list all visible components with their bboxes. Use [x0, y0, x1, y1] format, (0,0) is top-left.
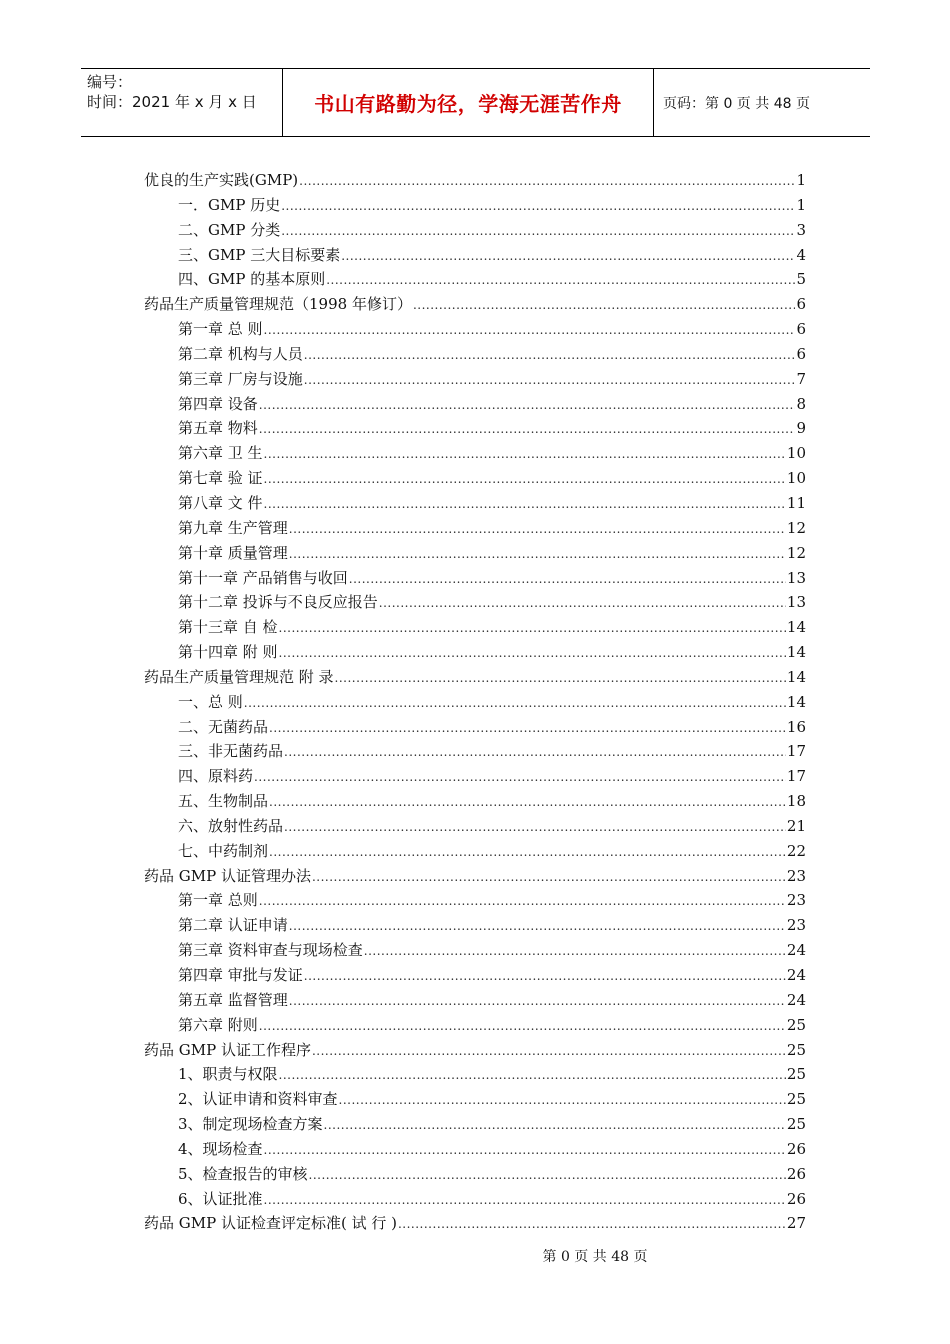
toc-entry-title: 第十四章 附 则	[178, 643, 278, 662]
toc-entry[interactable]	[144, 1187, 806, 1212]
toc-entry-page: 6	[796, 295, 806, 314]
document-date: 时间：2021 年 x 月 x 日	[87, 93, 257, 111]
toc-entry-title: 第九章 生产管理	[178, 518, 288, 537]
toc-entry-title: 四、GMP 的基本原则	[178, 270, 326, 289]
toc-entry[interactable]	[144, 814, 806, 839]
toc-dot-leader	[398, 1212, 786, 1236]
toc-entry[interactable]	[144, 342, 806, 367]
toc-entry-title: 四、原料药	[178, 767, 254, 786]
toc-entry[interactable]	[144, 640, 806, 665]
toc-entry-page: 25	[786, 1090, 806, 1109]
toc-entry-title: 一．GMP 历史	[178, 195, 281, 214]
toc-dot-leader	[289, 517, 786, 541]
toc-dot-leader	[264, 318, 796, 342]
toc-entry[interactable]	[144, 541, 806, 566]
toc-entry[interactable]	[144, 367, 806, 392]
toc-dot-leader	[259, 417, 796, 441]
toc-entry-page: 17	[786, 767, 806, 786]
toc-dot-leader	[341, 244, 795, 268]
toc-dot-leader	[279, 616, 786, 640]
toc-entry-title: 一、总 则	[178, 692, 243, 711]
toc-entry[interactable]	[144, 590, 806, 615]
toc-entry-title: 优良的生产实践(GMP)	[144, 171, 299, 189]
toc-dot-leader	[264, 1188, 786, 1212]
toc-entry-page: 14	[786, 692, 806, 711]
toc-entry-page: 21	[786, 816, 806, 835]
toc-dot-leader	[264, 492, 786, 516]
toc-dot-leader	[254, 765, 786, 789]
toc-dot-leader	[264, 442, 786, 466]
toc-dot-leader	[289, 914, 786, 938]
header-page-info-cell	[654, 69, 870, 136]
toc-dot-leader	[312, 865, 786, 889]
document-number-label: 编号：	[87, 73, 133, 91]
toc-entry-title: 第十二章 投诉与不良反应报告	[178, 593, 378, 612]
toc-entry-page: 5	[796, 270, 806, 289]
toc-dot-leader	[269, 716, 786, 740]
toc-entry-title: 第四章 设备	[178, 394, 258, 413]
toc-dot-leader	[289, 542, 786, 566]
toc-entry-title: 第四章 审批与发证	[178, 966, 303, 984]
toc-dot-leader	[264, 467, 786, 491]
toc-entry-page: 12	[786, 543, 806, 562]
toc-dot-leader	[284, 815, 786, 839]
toc-entry-title: 药品 GMP 认证检查评定标准( 试 行 )	[144, 1214, 397, 1233]
toc-entry-page: 25	[786, 1065, 806, 1084]
toc-entry[interactable]	[144, 665, 806, 690]
toc-dot-leader	[309, 1163, 786, 1187]
toc-dot-leader	[244, 691, 786, 715]
toc-entry-title: 第十一章 产品销售与收回	[178, 568, 348, 587]
toc-entry-title: 第二章 认证申请	[178, 916, 288, 935]
toc-entry[interactable]	[144, 392, 806, 417]
toc-entry-page: 26	[786, 1139, 806, 1158]
toc-entry-page: 9	[796, 419, 806, 438]
toc-entry-page: 1	[796, 171, 806, 189]
toc-entry-page: 17	[786, 742, 806, 761]
toc-entry-page: 3	[796, 220, 806, 239]
toc-entry[interactable]	[144, 218, 806, 243]
toc-entry[interactable]	[144, 491, 806, 516]
toc-entry-page: 13	[786, 568, 806, 587]
toc-entry-title: 第二章 机构与人员	[178, 344, 303, 363]
toc-dot-leader	[364, 939, 786, 963]
toc-entry-page: 23	[786, 891, 806, 910]
toc-entry-title: 第七章 验 证	[178, 469, 263, 488]
toc-entry[interactable]	[144, 243, 806, 268]
page-footer	[0, 1246, 950, 1266]
toc-dot-leader	[269, 790, 786, 814]
toc-dot-leader	[326, 268, 795, 292]
toc-dot-leader	[259, 1014, 786, 1038]
header-meta	[81, 69, 282, 136]
toc-entry[interactable]	[144, 1038, 806, 1063]
toc-entry-title: 第三章 厂房与设施	[178, 369, 303, 388]
toc-entry-page: 26	[786, 1189, 806, 1208]
toc-entry[interactable]	[144, 864, 806, 889]
toc-entry-page: 4	[796, 245, 806, 264]
toc-dot-leader	[281, 219, 795, 243]
toc-entry-page: 25	[786, 1015, 806, 1034]
toc-dot-leader	[279, 1063, 786, 1087]
toc-entry-title: 第一章 总则	[178, 891, 258, 910]
toc-entry-title: 七、中药制剂	[178, 841, 269, 860]
toc-dot-leader	[269, 840, 786, 864]
toc-dot-leader	[339, 1088, 786, 1112]
toc-entry-page: 27	[786, 1214, 806, 1233]
toc-dot-leader	[304, 964, 786, 988]
toc-dot-leader	[279, 641, 786, 665]
toc-entry-title: 1、职责与权限	[178, 1065, 278, 1084]
toc-entry[interactable]	[144, 267, 806, 292]
toc-entry-title: 第八章 文 件	[178, 493, 263, 512]
toc-entry-title: 药品 GMP 认证管理办法	[144, 866, 311, 885]
toc-entry-page: 12	[786, 518, 806, 537]
toc-dot-leader	[284, 740, 786, 764]
toc-entry-title: 第六章 附则	[178, 1015, 258, 1034]
toc-entry-page: 14	[786, 643, 806, 662]
toc-entry[interactable]	[144, 1013, 806, 1038]
toc-entry[interactable]	[144, 938, 806, 963]
toc-entry[interactable]	[144, 1137, 806, 1162]
toc-entry[interactable]	[144, 1211, 806, 1236]
toc-entry[interactable]	[144, 839, 806, 864]
toc-entry[interactable]	[144, 466, 806, 491]
toc-entry-page: 10	[786, 469, 806, 488]
toc-entry-title: 二、无菌药品	[178, 717, 269, 736]
toc-entry-page: 14	[786, 667, 806, 686]
toc-entry-page: 8	[796, 394, 806, 413]
toc-entry-page: 24	[786, 990, 806, 1009]
toc-entry[interactable]	[144, 715, 806, 740]
toc-entry-page: 25	[786, 1040, 806, 1059]
toc-entry-title: 三、非无菌药品	[178, 742, 284, 761]
document-header	[81, 68, 870, 137]
toc-entry[interactable]	[144, 764, 806, 789]
toc-entry[interactable]	[144, 292, 806, 317]
toc-entry-page: 23	[786, 916, 806, 935]
table-of-contents	[144, 168, 806, 1236]
toc-entry[interactable]	[144, 789, 806, 814]
header-page-info: 页码：第 0 页 共 48 页	[663, 95, 810, 112]
toc-dot-leader	[281, 194, 795, 218]
toc-dot-leader	[324, 1113, 786, 1137]
toc-entry-title: 第一章 总 则	[178, 320, 263, 339]
toc-entry[interactable]	[144, 1062, 806, 1087]
toc-entry[interactable]	[144, 441, 806, 466]
toc-entry[interactable]	[144, 913, 806, 938]
toc-entry[interactable]	[144, 690, 806, 715]
toc-entry[interactable]	[144, 416, 806, 441]
toc-entry-title: 药品生产质量管理规范（1998 年修订）	[144, 295, 412, 314]
toc-entry[interactable]	[144, 1112, 806, 1137]
toc-entry-title: 第五章 物料	[178, 419, 258, 438]
toc-entry-page: 11	[786, 493, 806, 512]
toc-entry[interactable]	[144, 566, 806, 591]
toc-entry-title: 第十三章 自 检	[178, 618, 278, 637]
toc-entry[interactable]	[144, 317, 806, 342]
toc-entry[interactable]	[144, 1162, 806, 1187]
toc-dot-leader	[304, 343, 796, 367]
toc-entry-page: 26	[786, 1164, 806, 1183]
header-motto: 书山有路勤为径，学海无涯苦作舟	[314, 92, 622, 116]
toc-entry-page: 7	[796, 369, 806, 388]
toc-entry-title: 六、放射性药品	[178, 816, 284, 835]
toc-dot-leader	[349, 567, 786, 591]
toc-entry-title: 3、制定现场检查方案	[178, 1115, 323, 1134]
toc-entry-page: 6	[796, 344, 806, 363]
toc-entry[interactable]	[144, 963, 806, 988]
toc-entry[interactable]	[144, 615, 806, 640]
toc-entry-title: 药品生产质量管理规范 附 录	[144, 667, 334, 686]
toc-entry-page: 16	[786, 717, 806, 736]
toc-entry-page: 23	[786, 866, 806, 885]
toc-entry-title: 5、检查报告的审核	[178, 1164, 308, 1183]
toc-entry-title: 6、认证批准	[178, 1189, 263, 1208]
toc-dot-leader	[299, 169, 795, 193]
toc-entry-title: 第十章 质量管理	[178, 543, 288, 562]
toc-entry-page: 22	[786, 841, 806, 860]
toc-entry-page: 24	[786, 966, 806, 984]
toc-entry-page: 13	[786, 593, 806, 612]
toc-dot-leader	[379, 591, 786, 615]
toc-entry-title: 二、GMP 分类	[178, 220, 281, 239]
toc-entry-page: 1	[796, 195, 806, 214]
footer-page-number: 第 0 页 共 48 页	[542, 1249, 648, 1265]
toc-entry[interactable]	[144, 1087, 806, 1112]
toc-dot-leader	[304, 368, 796, 392]
toc-entry[interactable]	[144, 516, 806, 541]
toc-dot-leader	[264, 1138, 786, 1162]
toc-entry-page: 6	[796, 320, 806, 339]
toc-entry[interactable]	[144, 739, 806, 764]
toc-dot-leader	[335, 666, 786, 690]
toc-entry[interactable]	[144, 168, 806, 193]
toc-entry-title: 三、GMP 三大目标要素	[178, 245, 341, 264]
toc-entry-page: 18	[786, 792, 806, 811]
toc-entry-page: 10	[786, 444, 806, 463]
toc-dot-leader	[413, 293, 796, 317]
toc-entry-title: 2、认证申请和资料审查	[178, 1090, 338, 1109]
toc-entry-title: 第三章 资料审查与现场检查	[178, 941, 363, 960]
header-motto-cell	[282, 69, 654, 136]
toc-entry-title: 药品 GMP 认证工作程序	[144, 1040, 311, 1059]
toc-entry-page: 24	[786, 941, 806, 960]
toc-entry-title: 五、生物制品	[178, 792, 269, 811]
toc-entry[interactable]	[144, 988, 806, 1013]
toc-entry-page: 14	[786, 618, 806, 637]
toc-entry[interactable]	[144, 888, 806, 913]
toc-dot-leader	[312, 1039, 786, 1063]
toc-dot-leader	[259, 889, 786, 913]
toc-entry-title: 第六章 卫 生	[178, 444, 263, 463]
toc-dot-leader	[289, 989, 786, 1013]
toc-entry-title: 4、现场检查	[178, 1139, 263, 1158]
toc-entry-page: 25	[786, 1115, 806, 1134]
toc-entry-title: 第五章 监督管理	[178, 990, 288, 1009]
toc-entry[interactable]	[144, 193, 806, 218]
toc-dot-leader	[259, 393, 796, 417]
